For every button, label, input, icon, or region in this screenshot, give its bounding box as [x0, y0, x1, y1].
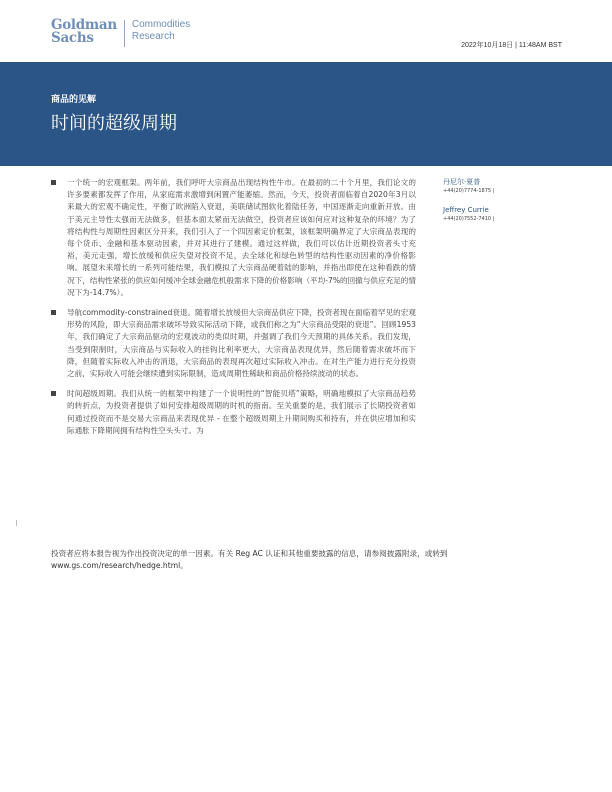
report-title: 时间的超级周期	[51, 113, 177, 134]
brand-line-2: Research	[131, 31, 175, 42]
bullet-icon	[51, 307, 67, 380]
paragraph-text: 一个统一的宏观框架。两年前，我们呼吁大宗商品出现结构性牛市。在最初的二十个月里，我们论文的许多要素都发挥了作用，从家庭需求激增到闲置产能萎缩。然而，今天，投资者面临着自2020年3月以来最大的宏观不确定性，平衡了欧洲陷入衰退，美联储试图软化着陆任务，中国逐渐走向重新开放。由于美元主导性太强而无法做多，但基本面太紧而无法做空，投资者应该如何应对这种复杂的环境？为了将结构性与周期性因素区分开来，我们引入了一个四因素定价框架，该框架明确界定了大宗商品表现的每个货币、金融和基本驱动因素，并对其进行了建模。通过这样做，我们可以估计近期投资者头寸充裕，美元走强，增长放缓和供应失望对投资不足，去全球化和绿色转型的结构性驱动因素的净价格影响。展望未来增长的一系列可能结果，我们模拟了大宗商品硬着陆的影响，并指出即使在这种看跌的情况下，结构性紧张的供应如何缓冲全球金融危机般需求下降的价格影响（平均-7%的回撤与供应充足的情况下为-14.7%）。	[67, 178, 416, 297]
summary-paragraph	[51, 388, 416, 437]
author-entry	[443, 177, 563, 195]
bullet-icon	[51, 177, 67, 299]
summary-paragraph	[51, 177, 416, 299]
bullet-icon	[51, 388, 67, 437]
summary-body	[51, 177, 416, 445]
logo-divider	[124, 20, 125, 47]
publish-date: 2022年10月18日 | 11:48AM BST	[461, 42, 562, 49]
paragraph-text: 时间超级周期。我们从统一的框架中构建了一个说明性的“智能贝塔”策略，明确地模拟了大宗商品趋势的转折点，为投资者提供了如何安排超级周期的时机的指南。至关重要的是，我们展示了长期投资者如何通过投资而不是交易大宗商品来表现优异 - 在整个超级周期上升期间购买和持有，并在供应增加和实际通胀下降期间拥有结构性空头头寸。为	[67, 389, 416, 435]
author-entry	[443, 205, 563, 223]
title-banner	[0, 62, 612, 166]
paragraph-text: 导航commodity-constrained衰退。随着增长放缓但大宗商品供应下降，投资者现在面临着罕见的宏观形势的风险，即大宗商品需求破坏导致实际活动下降，或我们称之为“大宗商品受限的衰退”。回顾1953年，我们确定了大宗商品驱动的宏观波动的类似时期，并强调了我们今天预期的具体关系。我们发现，当受到限制时，大宗商品与实际收入的挂钩比利率更大，大宗商品表现优异，然后随着需求破坏而下降，但随着实际收入冲击的消退，大宗商品的表现再次超过实际收入冲击。在对生产能力进行充分投资之前，实际收入可能会继续遭到实际限制，造成周期性稀缺和商品价格持续波动的状态。	[67, 308, 416, 379]
report-series: 商品的见解	[51, 95, 97, 105]
report-header	[0, 0, 612, 62]
author-name[interactable]: 丹尼尔·夏普	[443, 178, 481, 186]
summary-paragraph	[51, 307, 416, 380]
logo-line-1: Goldman	[51, 17, 117, 33]
author-name[interactable]: Jeffrey Currie	[443, 206, 489, 214]
goldman-sachs-logo	[51, 19, 190, 47]
logo-line-2: Sachs	[51, 30, 94, 46]
disclosure-note: 投资者应将本报告视为作出投资决定的单一因素。有关 Reg AC 认证和其他重要披露的信息，请参阅披露附录，或转到 www.gs.com/research/hedge.html。	[51, 549, 448, 571]
author-list	[443, 177, 563, 233]
brand-line-1: Commodities	[131, 19, 191, 30]
margin-mark	[16, 520, 17, 526]
brand-name	[132, 19, 190, 43]
author-phone: +44(20)7552-7410 |	[443, 216, 495, 222]
logo-wordmark	[51, 19, 117, 45]
author-phone: +44(20)7774-1875 |	[443, 188, 495, 194]
